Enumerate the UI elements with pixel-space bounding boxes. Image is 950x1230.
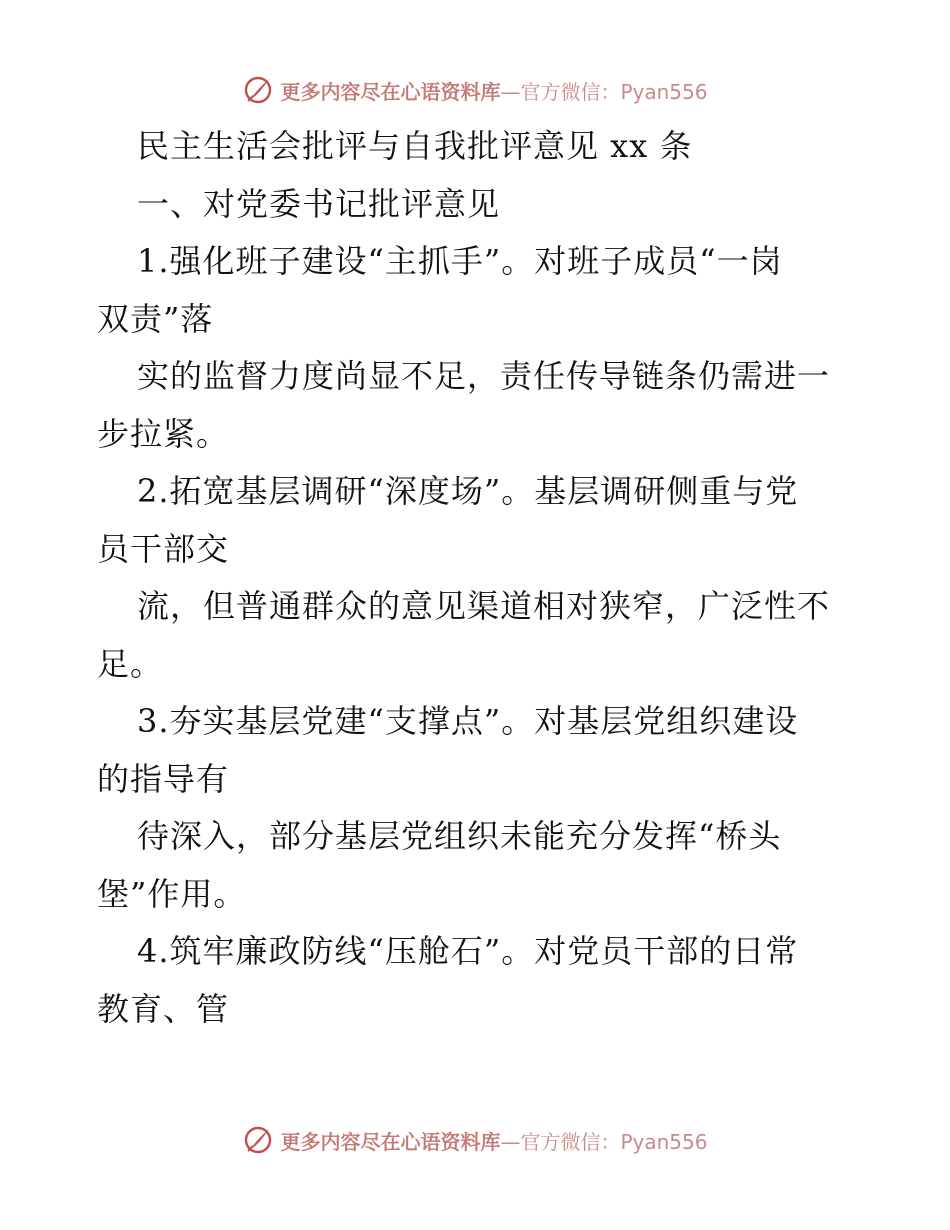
section-heading: 一、对党委书记批评意见: [137, 184, 501, 223]
footer-watermark-banner: [0, 1120, 950, 1160]
quill-pen-logo-icon: [242, 74, 274, 106]
watermark-secondary-text: —官方微信：Pyan556: [500, 1129, 708, 1154]
paragraph-line: 2.拓宽基层调研“深度场”。基层调研侧重与党: [137, 472, 799, 510]
document-body: [97, 118, 857, 1038]
paragraph-line: 堡”作用。: [97, 874, 247, 913]
document-lines: [97, 233, 857, 1038]
quill-pen-logo-icon: [242, 1124, 274, 1156]
watermark-primary-text: 更多内容尽在心语资料库: [280, 1129, 501, 1154]
paragraph-line: 1.强化班子建设“主抓手”。对班子成员“一岗: [137, 242, 783, 280]
paragraph-line: 流，但普通群众的意见渠道相对狭窄，广泛性不: [137, 587, 831, 625]
paragraph-line: 教育、管: [97, 989, 230, 1028]
paragraph-line: 待深入，部分基层党组织未能充分发挥“桥头: [137, 817, 782, 855]
paragraph-line: 步拉紧。: [97, 414, 230, 453]
watermark-text: [280, 1126, 707, 1155]
paragraph-line: 实的监督力度尚显不足，责任传导链条仍需进一: [137, 357, 831, 395]
paragraph-line: 双责”落: [97, 299, 214, 338]
paragraph-line: 的指导有: [97, 759, 230, 798]
paragraph-line: 足。: [97, 644, 164, 683]
paragraph-line: 4.筑牢廉政防线“压舱石”。对党员干部的日常: [137, 932, 799, 970]
watermark-secondary-text: —官方微信：Pyan556: [500, 79, 708, 104]
watermark-primary-text: 更多内容尽在心语资料库: [280, 79, 501, 104]
header-watermark-banner: [0, 70, 950, 110]
paragraph-line: 3.夯实基层党建“支撑点”。对基层党组织建设: [137, 702, 799, 740]
watermark-text: [280, 76, 707, 105]
paragraph-line: 员干部交: [97, 529, 230, 568]
document-title: 民主生活会批评与自我批评意见 xx 条: [137, 127, 693, 165]
